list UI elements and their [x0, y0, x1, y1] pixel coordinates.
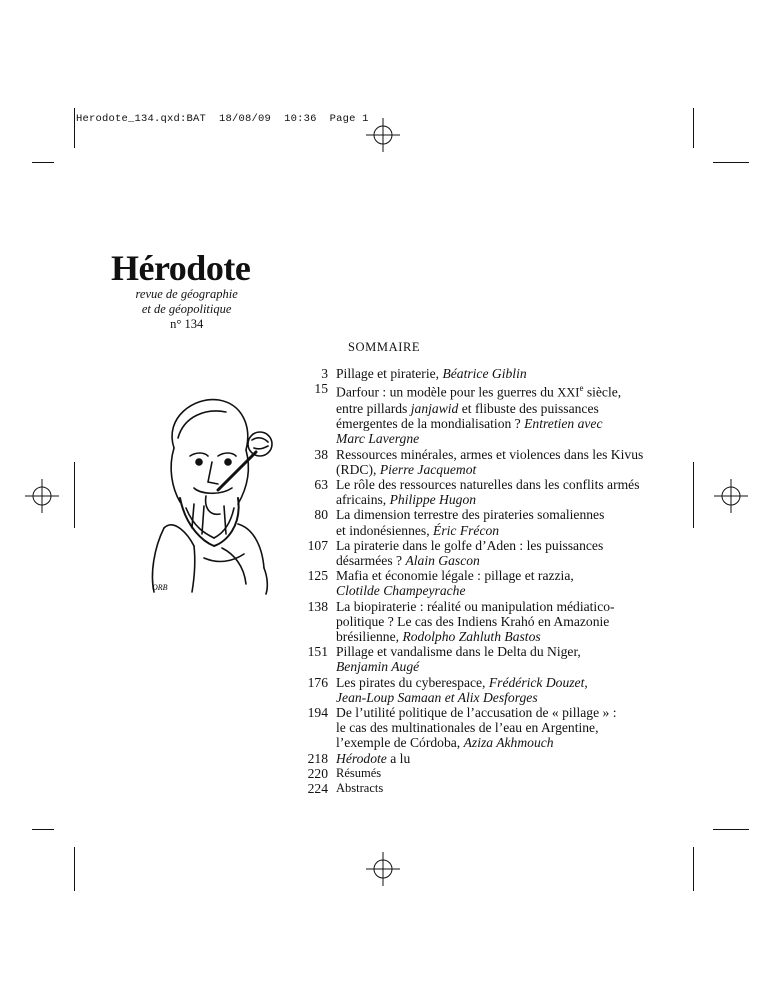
toc-entry: 220 Résumés — [307, 765, 382, 781]
crop-mark-tr-v — [693, 108, 694, 148]
toc-entry: 3 Pillage et piraterie, Béatrice Giblin — [321, 366, 527, 381]
toc-entry: 80 La dimension terrestre des pirateries somaliennes et indonésiennes, Éric Frécon — [314, 507, 605, 538]
crop-mark-tl-v — [74, 108, 75, 148]
toc-entry: 151 Pillage et vandalisme dans le Delta du Niger, Benjamin Augé — [307, 644, 581, 675]
masthead — [111, 249, 250, 332]
registration-mark-left-icon — [25, 479, 59, 513]
crop-mark-bl-v — [74, 847, 75, 891]
svg-text:ORB: ORB — [152, 583, 168, 592]
toc-entry: 125 Mafia et économie légale : pillage et razzia, Clotilde Champeyrache — [307, 568, 574, 599]
toc-entry: 107 La piraterie dans le golfe d’Aden : les puissances désarmées ? Alain Gascon — [307, 537, 604, 568]
slug-line: Herodote_134.qxd:BAT 18/08/09 10:36 Page 1 — [76, 113, 369, 125]
herodotus-portrait-icon — [134, 378, 274, 598]
toc-entry: 224 Abstracts — [307, 781, 384, 797]
journal-title: Hérodote — [111, 248, 251, 288]
crop-mark-br-v — [693, 847, 694, 891]
toc-entry: 63 Le rôle des ressources naturelles dans les conflits armés africains, Philippe Hugon — [314, 476, 640, 508]
crop-mark-bl-h — [32, 829, 54, 830]
registration-mark-top-icon — [366, 118, 400, 152]
journal-subtitle-1: revue de géographie — [135, 287, 238, 301]
crop-mark-tl-h — [32, 162, 54, 163]
toc-entry: 194 De l’utilité politique de l’accusation de « pillage » : le cas des multinationales de l’eau en Argentine, l’exemple de Córdoba, Aziza Akhmouch — [307, 705, 617, 751]
crop-mark-br-h — [713, 829, 749, 830]
side-mark-left — [74, 462, 75, 528]
toc-entry: 38 Ressources minérales, armes et violences dans les Kivus (RDC), Pierre Jacquemot — [314, 446, 644, 477]
sommaire-heading: SOMMAIRE — [348, 340, 421, 354]
toc-entry: 218 Hérodote a lu — [307, 750, 411, 766]
crop-mark-tr-h — [713, 162, 749, 163]
table-of-contents — [290, 366, 730, 796]
registration-mark-bottom-icon — [366, 852, 400, 886]
issue-number: n° 134 — [170, 317, 204, 331]
toc-entry: 176 Les pirates du cyberespace, Frédérick Douzet, Jean-Loup Samaan et Alix Desforges — [307, 674, 588, 705]
toc-entry: 15 Darfour : un modèle pour les guerres du XXIe siècle, entre pillards janjawid et flibuste des puissances émergentes de la mondialisation ? Entretien avec Marc Lavergne — [314, 381, 622, 447]
journal-subtitle-2: et de géopolitique — [141, 302, 232, 316]
toc-entry: 138 La biopiraterie : réalité ou manipulation médiatico- politique ? Le cas des Indiens Krahó en Amazonie brésilienne, Rodolpho Zahluth Bastos — [307, 598, 615, 644]
